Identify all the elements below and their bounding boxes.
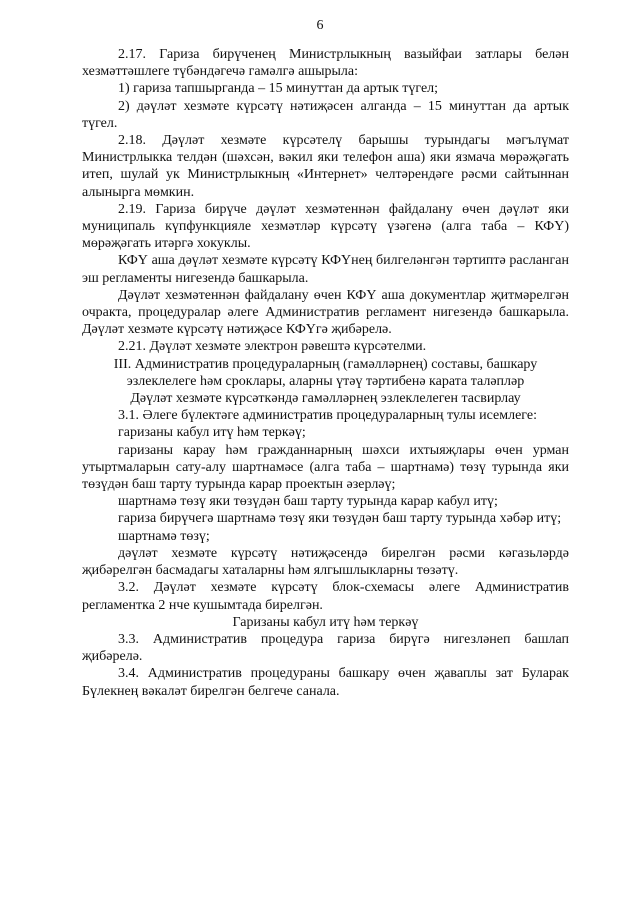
list-item: 2) дәүләт хезмәте күрсәтү нәтиҗәсен алганда – 15 минуттан да артык түгел. — [82, 98, 569, 131]
paragraph-2-21: 2.21. Дәүләт хезмәте электрон рәвештә күрсәтелми. — [118, 339, 427, 355]
paragraph: Дәүләт хезмәтеннән файдалану өчен КФҮ аша документлар җитмәрелгән очракта, процедуралар әлеге Административ регламент нигезендә башкарыла. Дәүләт хезмәте күрсәтү нәтиҗәсе КФҮгә җибәрелә. — [82, 287, 569, 338]
paragraph-3-1: 3.1. Әлеге бүлектәге административ процедураларның тулы исемлеге: — [118, 408, 537, 424]
list-item: 1) гариза тапшырганда – 15 минуттан да артык түгел; — [118, 81, 439, 97]
list-item: гариза бирүчегә шартнамә төзү яки төзүдән баш тарту турында хәбәр итү; — [118, 511, 562, 527]
paragraph: КФҮ аша дәүләт хезмәте күрсәтү КФҮнең билгеләнгән тәртиптә расланган эш регламенты нигезендә башкарыла. — [82, 253, 569, 286]
list-item: гаризаны карау һәм гражданнарның шәхси ихтыяҗлары өчен урман утыртмаларын сату-алу шартнамәсе (алга таба – шартнамә) төзү турында яки төзүдән баш тарту турында карар проектын әзерләү; — [82, 442, 569, 493]
paragraph-3-4: 3.4. Административ процедураны башкару өчен җаваплы зат Буларак Бүлекнең вәкаләт бирелгән белгече санала. — [82, 666, 569, 699]
paragraph-2-17: 2.17. Гариза бирүченең Министрлыкның вазыйфаи затлары белән хезмәттәшлеге түбәндәгечә гамәлгә ашырыла: — [82, 47, 569, 80]
paragraph-3-3: 3.3. Административ процедура гариза бирүгә нигезләнеп башлап җибәрелә. — [82, 631, 569, 665]
list-item: шартнамә төзү яки төзүдән баш тарту турында карар кабул итү; — [118, 494, 498, 510]
subheading-receipt: Гаризаны кабул итү һәм теркәү — [232, 614, 419, 630]
document-body — [82, 46, 569, 700]
paragraph-3-2: 3.2. Дәүләт хезмәте күрсәтү блок-схемасы әлеге Административ регламентка 2 нче кушымтада бирелгән. — [82, 580, 569, 613]
subheading-sequence: Дәүләт хезмәте күрсәткәндә гамәлләрнең эзлеклелеген тасвирлау — [130, 391, 521, 407]
section-heading: III. Административ процедураларның (гамәлләрнең) составы, башкару эзлеклелеге һәм сроклары, аларны үтәү тәртибенә карата таләпләр — [113, 356, 538, 389]
list-item: гаризаны кабул итү һәм теркәү; — [118, 425, 306, 441]
list-item: шартнамә төзү; — [118, 528, 210, 544]
page-number: 6 — [316, 18, 324, 33]
paragraph-2-18: 2.18. Дәүләт хезмәте күрсәтелү барышы турындагы мәгълүмат Министрлыкка телдән (шәхсән, вәкил яки телефон аша) яки язмача мөрәҗәгать итеп, шулай ук Министрлыкның «Интернет» челтәрендәге рәсми сайтыннан алынырга мөмкин. — [82, 133, 569, 200]
list-item: дәүләт хезмәте күрсәтү нәтиҗәсендә бирелгән рәсми кәгазьләрдә җибәрелгән басмадагы хаталарны һәм ялгышлыкларны төзәтү. — [82, 545, 569, 579]
paragraph-2-19: 2.19. Гариза бирүче дәүләт хезмәтеннән файдалану өчен дәүләт яки муниципаль күпфункцияле хезмәтләр күрсәтү үзәгенә (алга таба – КФҮ) мөрәҗәгать итәргә хокуклы. — [82, 201, 569, 252]
